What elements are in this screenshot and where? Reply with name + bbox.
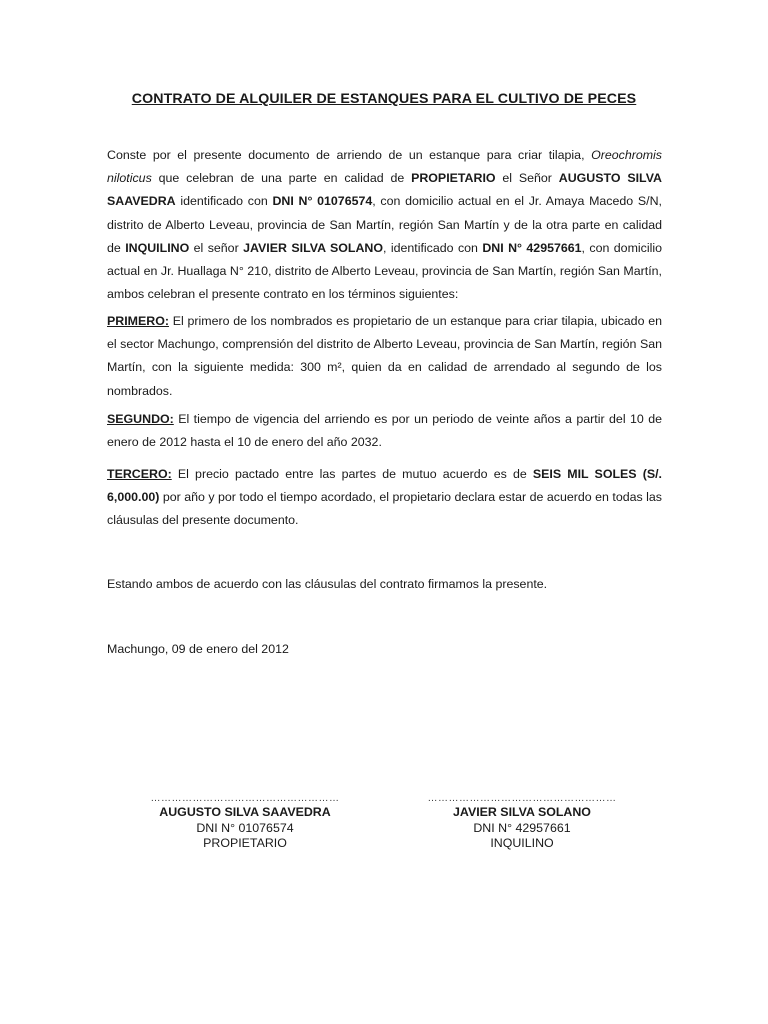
intro-text-2: que celebran de una parte en calidad de: [151, 171, 412, 186]
intro-text-5: , con domicilio actual en el Jr. Amaya Macedo S/N, distrito de Alberto Leveau, provincia de San Martín, región San Martín y de la otra parte en calidad de: [107, 194, 662, 255]
clause-tercero-text-2: por año y por todo el tiempo acordado, el propietario declara estar de acuerdo en todas las cláusulas del presente documento.: [107, 490, 662, 528]
intro-paragraph: [107, 144, 662, 306]
owner-signature-block: [130, 794, 360, 852]
intro-text-4: identificado con: [175, 194, 273, 209]
clause-primero-text: El primero de los nombrados es propietario de un estanque para criar tilapia, ubicado en el sector Machungo, comprensión del distrito de Alberto Leveau, provincia de San Martín, región San Martín, con la siguiente medida: 300 m², quien da en calidad de arrendado al segundo de los nombrados.: [107, 314, 662, 398]
species-name: Oreochromis niloticus: [107, 148, 662, 186]
tenant-signature-role: INQUILINO: [490, 836, 554, 850]
owner-signature-role: PROPIETARIO: [203, 836, 287, 850]
place-date: Machungo, 09 de enero del 2012: [107, 642, 289, 656]
intro-text-6: el señor: [189, 240, 244, 255]
tenant-signature-dni: DNI N° 42957661: [473, 820, 571, 835]
owner-signature-name: AUGUSTO SILVA SAAVEDRA: [159, 805, 331, 819]
owner-name: AUGUSTO SILVA SAAVEDRA: [107, 171, 662, 209]
owner-signature-line: ………………………………………………: [150, 794, 340, 804]
tenant-signature-block: [407, 794, 637, 852]
tenant-name: JAVIER SILVA SOLANO: [243, 240, 383, 255]
tenant-signature-line: ………………………………………………: [427, 794, 617, 804]
tenant-signature-name: JAVIER SILVA SOLANO: [453, 805, 591, 819]
tenant-dni: DNI N° 42957661: [482, 240, 582, 255]
clause-segundo: [107, 408, 662, 454]
agreement-statement: Estando ambos de acuerdo con las cláusulas del contrato firmamos la presente.: [107, 577, 548, 591]
owner-dni: DNI N° 01076574: [272, 194, 373, 209]
clause-tercero-text-1: El precio pactado entre las partes de mutuo acuerdo es de: [171, 467, 533, 481]
clause-segundo-heading: SEGUNDO:: [107, 412, 174, 426]
clause-segundo-text: El tiempo de vigencia del arriendo es por un periodo de veinte años a partir del 10 de enero de 2012 hasta el 10 de enero del año 2032.: [107, 412, 662, 450]
intro-text-8: , con domicilio actual en Jr. Huallaga N° 210, distrito de Alberto Leveau, provincia de San Martín, región San Martín, ambos celebran el presente contrato en los términos siguientes:: [107, 240, 662, 302]
intro-text-1: Conste por el presente documento de arriendo de un estanque para criar tilapia,: [107, 148, 592, 162]
rent-amount: SEIS MIL SOLES (S/. 6,000.00): [107, 467, 662, 505]
owner-role: PROPIETARIO: [411, 171, 496, 186]
clause-tercero-heading: TERCERO:: [107, 467, 172, 481]
owner-signature-dni: DNI N° 01076574: [196, 820, 294, 835]
intro-text-7: , identificado con: [382, 240, 483, 255]
clause-primero-heading: PRIMERO:: [107, 314, 169, 328]
intro-text-3: el Señor: [495, 171, 559, 186]
tenant-role: INQUILINO: [125, 240, 190, 255]
clause-primero: [107, 310, 662, 403]
clause-tercero: [107, 463, 662, 533]
document-title: CONTRATO DE ALQUILER DE ESTANQUES PARA EL CULTIVO DE PECES: [131, 91, 637, 107]
